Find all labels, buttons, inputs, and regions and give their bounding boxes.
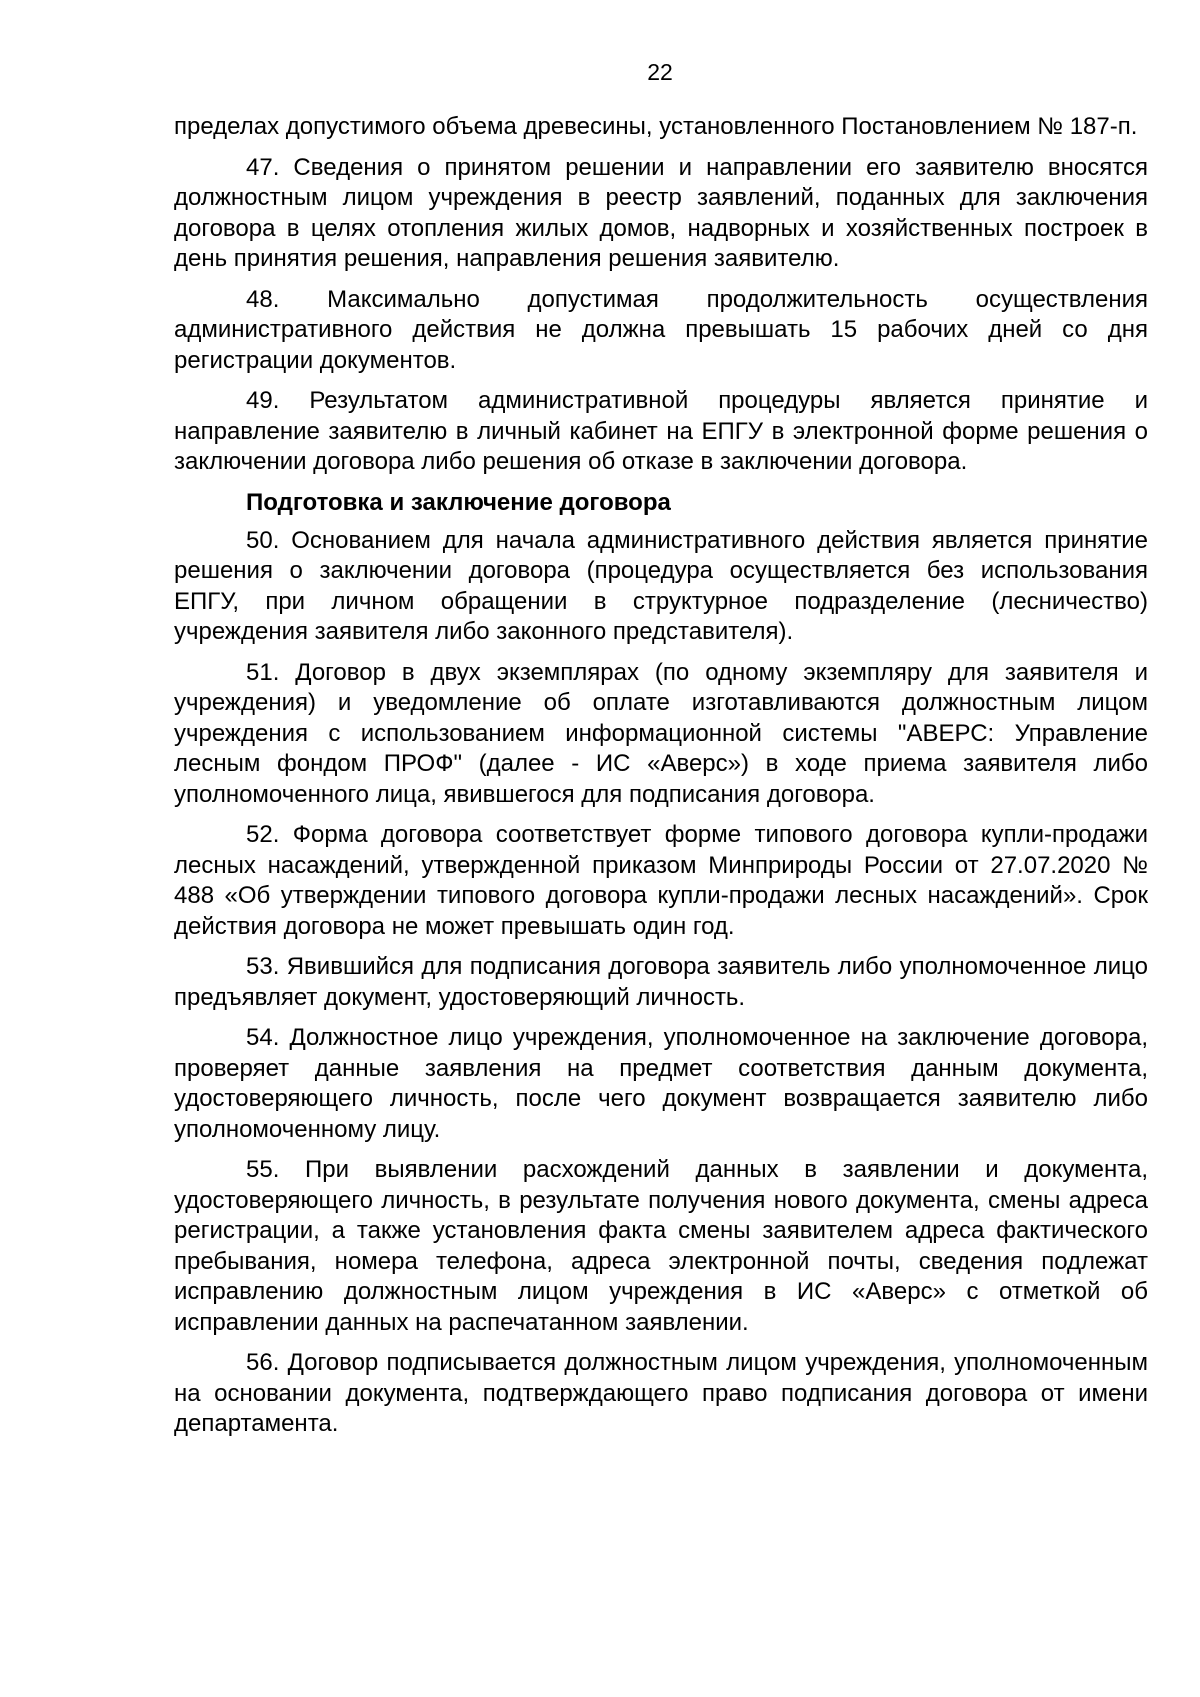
paragraph-48: 48. Максимально допустимая продолжительность осуществления административного действия не должна превышать 15 рабочих дней со дня регистрации документов.	[174, 285, 1148, 374]
paragraph-47: 47. Сведения о принятом решении и направлении его заявителю вносятся должностным лицом учреждения в реестр заявлений, поданных для заключения договора в целях отопления жилых домов, надворных и хозяйственных построек в день принятия решения, направления решения заявителю.	[174, 153, 1148, 272]
paragraph-56: 56. Договор подписывается должностным лицом учреждения, уполномоченным на основании документа, подтверждающего право подписания договора от имени департамента.	[174, 1349, 1148, 1437]
paragraph-51: 51. Договор в двух экземплярах (по одному экземпляру для заявителя и учреждения) и уведомление об оплате изготавливаются должностным лицом учреждения с использованием информационной системы "АВЕРС: Управление лесным фондом ПРОФ" (далее - ИС «Аверс») в ходе приема заявителя либо уполномоченного лица, явившегося для подписания договора.	[174, 658, 1148, 808]
paragraph-49: 49. Результатом административной процедуры является принятие и направление заявителю в личный кабинет на ЕПГУ в электронной форме решения о заключении договора либо решения об отказе в заключении договора.	[174, 387, 1148, 475]
paragraph-53: 53. Явившийся для подписания договора заявитель либо уполномоченное лицо предъявляет документ, удостоверяющий личность.	[174, 953, 1148, 1011]
paragraph-52: 52. Форма договора соответствует форме типового договора купли-продажи лесных насаждений, утвержденной приказом Минприроды России от 27.07.2020 № 488 «Об утверждении типового договора купли-продажи лесных насаждений». Срок действия договора не может превышать один год.	[174, 821, 1148, 940]
section-heading: Подготовка и заключение договора	[246, 488, 671, 516]
document-body	[174, 112, 1148, 1450]
paragraph-50: 50. Основанием для начала административного действия является принятие решения о заключении договора (процедура осуществляется без использования ЕПГУ, при личном обращении в структурное подразделение (лесничество) учреждения заявителя либо законного представителя).	[174, 526, 1148, 645]
page-number: 22	[647, 59, 673, 85]
paragraph-55: 55. При выявлении расхождений данных в заявлении и документа, удостоверяющего личность, в результате получения нового документа, смены адреса регистрации, а также установления факта смены заявителем адреса фактического пребывания, номера телефона, адреса электронной почты, сведения подлежат исправлению должностным лицом учреждения в ИС «Аверс» с отметкой об исправлении данных на распечатанном заявлении.	[174, 1156, 1148, 1336]
paragraph-continuation: пределах допустимого объема древесины, установленного Постановлением № 187-п.	[174, 113, 1138, 140]
paragraph-54: 54. Должностное лицо учреждения, уполномоченное на заключение договора, проверяет данные заявления на предмет соответствия данным документа, удостоверяющего личность, после чего документ возвращается заявителю либо уполномоченному лицу.	[174, 1024, 1148, 1143]
